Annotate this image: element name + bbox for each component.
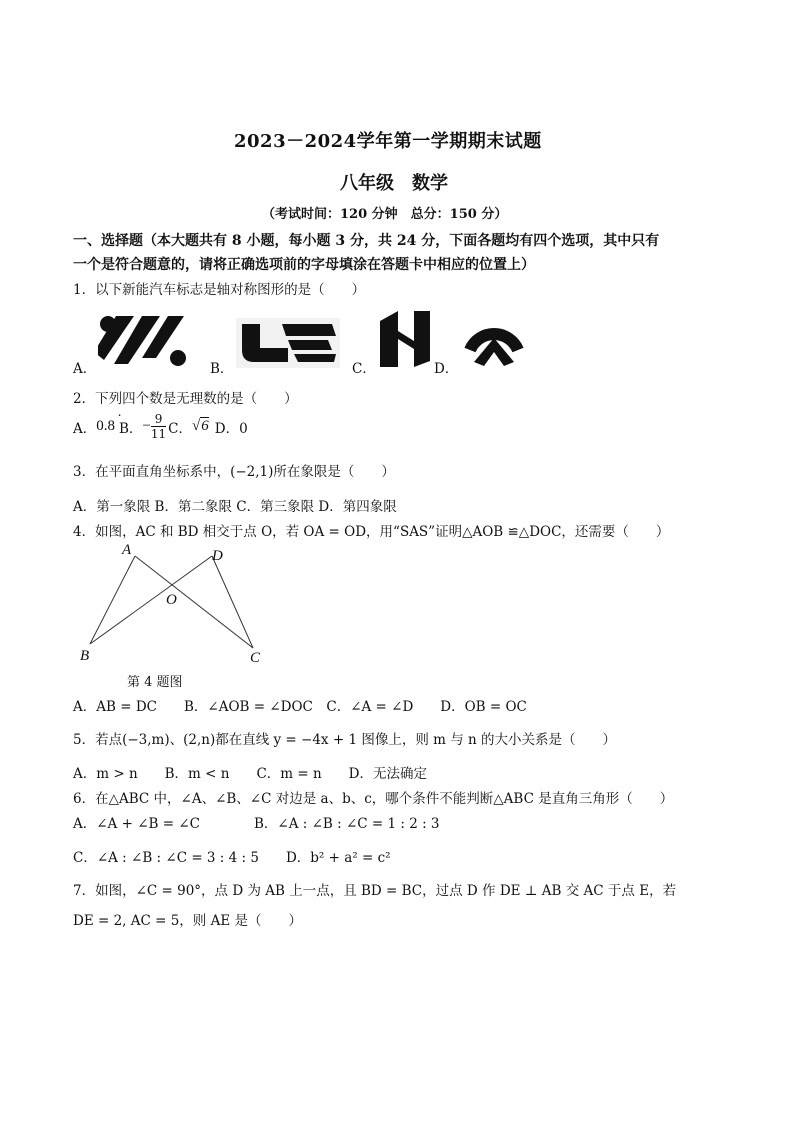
segment-ac xyxy=(135,556,253,648)
q3-options: A．第一象限 B．第二象限 C．第三象限 D．第四象限 xyxy=(73,499,397,515)
q2-a-number: 0.8 xyxy=(96,418,115,434)
q1-label-b: B． xyxy=(210,361,234,377)
q5-stem: 5．若点(−3,m)、(2,n)都在直线 y = −4x + 1 图像上，则 m 与 n 的大小关系是（ ） xyxy=(73,732,616,748)
q4-figure-caption: 第 4 题图 xyxy=(127,675,183,690)
logo-b-image xyxy=(236,318,340,368)
section-heading-line1: 一、选择题（本大题共有 8 小题，每小题 3 分，共 24 分，下面各题均有四个选项，其中只有 xyxy=(73,233,660,249)
q2-options xyxy=(73,409,248,441)
section-heading-line2: 一个是符合题意的，请将正确选项前的字母填涂在答题卡中相应的位置上） xyxy=(73,257,535,273)
q4-figure xyxy=(78,540,278,668)
q5-options: A．m > n B．m < n C．m = n D．无法确定 xyxy=(73,766,427,782)
q2-c-label: C． xyxy=(168,420,193,437)
q2-b-label: B． xyxy=(119,420,143,437)
point-a-label: A xyxy=(122,542,132,558)
exam-subtitle: 八年级 数学 xyxy=(340,173,448,194)
q1-label-a: A． xyxy=(73,361,97,377)
q7-line2: DE = 2, AC = 5，则 AE 是（ ） xyxy=(73,913,302,929)
q2-b-minus: − xyxy=(142,418,151,434)
q2-d-option: D．0 xyxy=(214,420,248,437)
q2-b-fraction xyxy=(151,412,166,441)
point-b-label: B xyxy=(80,648,90,664)
q2-b-numerator: 9 xyxy=(151,412,166,427)
segment-bd xyxy=(90,556,212,644)
q2-c-sqrt: √6 xyxy=(192,418,209,434)
q1-label-c: C． xyxy=(352,361,376,377)
q3-stem: 3．在平面直角坐标系中，(−2,1)所在象限是（ ） xyxy=(73,464,395,480)
segment-dc xyxy=(212,556,253,648)
q4-stem: 4．如图，AC 和 BD 相交于点 O，若 OA = OD，用“SAS”证明△AOB ≌△DOC，还需要（ ） xyxy=(73,524,670,540)
segment-ab xyxy=(90,556,135,644)
point-o-label: O xyxy=(166,592,177,608)
exam-info: （考试时间：120 分钟 总分：150 分） xyxy=(262,207,508,222)
point-c-label: C xyxy=(250,650,261,666)
q2-stem: 2．下列四个数是无理数的是（ ） xyxy=(73,391,298,407)
logo-c-image xyxy=(380,309,432,369)
exam-title: 2023－2024学年第一学期期末试题 xyxy=(234,131,542,152)
q4-options: A．AB = DC B．∠AOB = ∠DOC C．∠A = ∠D D．OB = OC xyxy=(73,699,527,715)
q6-options-row2: C．∠A : ∠B : ∠C = 3 : 4 : 5 D．b² + a² = c² xyxy=(73,850,391,866)
q1-stem: 1．以下新能汽车标志是轴对称图形的是（ ） xyxy=(73,282,366,298)
q2-a-label: A． xyxy=(73,420,97,437)
q2-a-repeat-dot: · xyxy=(117,409,122,424)
point-d-label: D xyxy=(212,548,223,564)
logo-d-image xyxy=(462,310,526,372)
q7-line1: 7．如图，∠C = 90°，点 D 为 AB 上一点，且 BD = BC，过点 D 作 DE ⊥ AB 交 AC 于点 E，若 xyxy=(73,883,677,899)
q6-stem: 6．在△ABC 中，∠A、∠B、∠C 对边是 a、b、c，哪个条件不能判断△ABC 是直角三角形（ ） xyxy=(73,791,674,807)
q2-a-value xyxy=(96,409,122,435)
logo-a-image xyxy=(98,314,190,370)
q2-b-denominator: 11 xyxy=(150,427,167,441)
q1-label-d: D． xyxy=(434,361,459,377)
q6-options-row1: A．∠A + ∠B = ∠C B．∠A : ∠B : ∠C = 1 : 2 : 3 xyxy=(73,816,440,832)
q2-c-radicand: 6 xyxy=(201,418,209,434)
